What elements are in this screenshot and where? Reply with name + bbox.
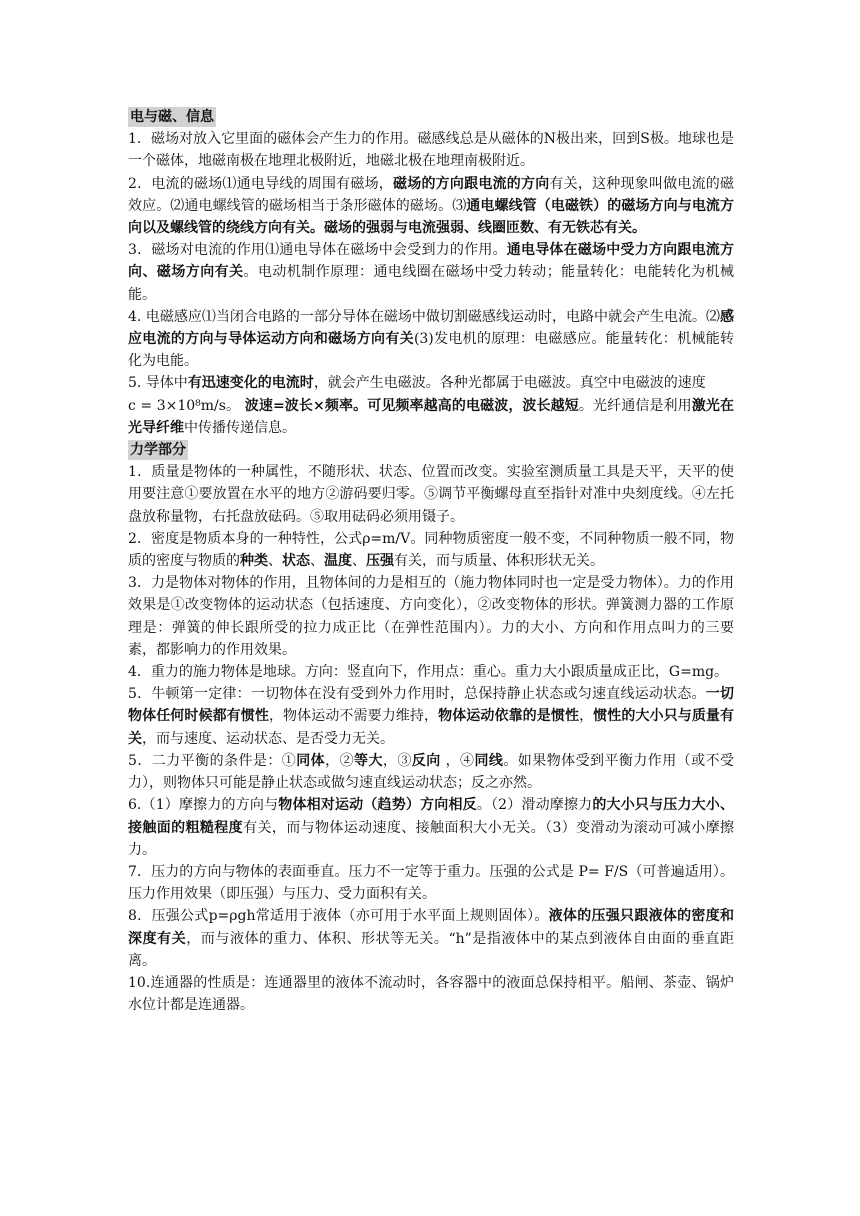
bold-text: 液体的压强只跟液体的密度和深度有关	[128, 908, 734, 947]
paragraph-force-on-current	[128, 239, 734, 306]
text-run: 、	[352, 553, 366, 570]
text-run: 中传播传递信息。	[184, 419, 296, 436]
bold-text: 一切物体任何时候都有惯性	[128, 686, 735, 725]
text-run: 3．磁场对电流的作用⑴通电导体在磁场中会受到力的作用。	[128, 242, 507, 259]
section-heading-label: 力学部分	[130, 442, 186, 459]
bold-text: 的大小只与压力大小、接触面的粗糙程度	[128, 797, 734, 836]
mechanics-paragraph	[128, 572, 734, 661]
text-run: 、	[310, 553, 324, 570]
text-run: ，	[579, 708, 594, 725]
text-run: 3．力是物体对物体的作用，且物体间的力是相互的（施力物体同时也一定是受力物体）。力的作用效果是①改变物体的运动状态（包括速度、方向变化），②改变物体的形状。弹簧测力器的工作原理是：弹簧的伸长跟所受的拉力成正比（在弹性范围内）。力的大小、方向和作用点叫力的三要素，都影响力的作用效果。	[128, 575, 734, 658]
text-run: c = 3×10⁸m/s。	[128, 397, 245, 414]
paragraph-wave-speed	[128, 395, 734, 439]
text-run: 10.连通器的性质是：连通器里的液体不流动时，各容器中的液面总保持相平。船闸、茶壶、锅炉水位计都是连通器。	[128, 974, 734, 1014]
mechanics-paragraph	[128, 861, 734, 905]
bold-text: 同线	[474, 752, 504, 769]
bold-text: 激光在光导纤维	[128, 397, 735, 436]
text-run: 4. 电磁感应⑴当闭合电路的一部分导体在磁场中做切割磁感线运动时，电路中就会产生电流。⑵	[128, 308, 720, 325]
bold-text: 温度	[324, 553, 352, 570]
section-heading-label: 电与磁、信息	[130, 109, 214, 125]
text-run: ，④	[440, 752, 475, 769]
mechanics-paragraph	[128, 972, 734, 1016]
bold-text: 种类	[240, 553, 268, 570]
text-run: 5．二力平衡的条件是：①	[128, 752, 297, 769]
bold-text: 物体运动依靠的是惯性	[438, 708, 580, 725]
bold-text: 反向	[411, 752, 441, 769]
section-heading-electromagnetism	[128, 106, 734, 128]
mechanics-paragraph	[128, 461, 734, 528]
text-run: 7．压力的方向与物体的表面垂直。压力不一定等于重力。压强的公式是 P= F/S（可普遍适用）。压力作用效果（即压强）与压力、受力面积有关。	[128, 863, 734, 903]
text-run: 。电动机制作原理：通电线圈在磁场中受力转动；能量转化：电能转化为机械能。	[128, 264, 735, 303]
bold-text: 通电导体在磁场中受力方向跟电流方向、磁场方向有关	[128, 242, 735, 281]
bold-text: 等大	[354, 752, 383, 769]
bold-text: 惯性的大小只与质量有关	[128, 708, 735, 747]
text-run: 8．压强公式p=ρgh常适用于液体（亦可用于水平面上规则固体）。	[128, 908, 549, 925]
bold-text: 物体相对运动（趋势）方向相反	[278, 797, 477, 814]
text-run: 4．重力的施力物体是地球。方向：竖直向下，作用点：重心。重力大小跟质量成正比，G=mg。	[128, 664, 729, 681]
mechanics-paragraphs	[128, 461, 734, 1016]
paragraph-electromagnetic-waves	[128, 372, 734, 394]
text-run: 2．电流的磁场⑴通电导线的周围有磁场，	[128, 175, 394, 192]
mechanics-paragraph	[128, 528, 734, 572]
text-run: 。（2）滑动摩擦力	[476, 797, 593, 814]
paragraph-current-magnetic-field	[128, 173, 734, 240]
text-run: ，②	[325, 752, 355, 769]
text-run: 有关，而与物体运动速度、接触面积大小无关。（3）变滑动为滚动可减小摩擦力。	[128, 819, 735, 858]
bold-text: 压强	[366, 553, 394, 570]
paragraph-magnetic-field: 1．磁场对放入它里面的磁体会产生力的作用。磁感线总是从磁体的N极出来，回到S极。地球也是一个磁体，地磁南极在地理北极附近，地磁北极在地理南极附近。	[128, 131, 734, 170]
mechanics-paragraph	[128, 661, 734, 683]
text-run: ，就会产生电磁波。各种光都属于电磁波。真空中电磁波的速度	[313, 375, 706, 392]
text-run: ，③	[382, 752, 412, 769]
bold-text: 波速=波长×频率。可见频率越高的电磁波，波长越短	[244, 397, 579, 414]
text-run: (3)发电机的原理：电磁感应。能量转化：机械能转化为电能。	[128, 331, 734, 370]
text-run: 。光纤通信是利用	[578, 397, 692, 414]
text-run: 2．密度是物质本身的一种特性，公式ρ=m/V。同种物质密度一般不变，不同种物质一般不同，物质的密度与物质的	[128, 530, 734, 570]
text-run: 。如果物体受到平衡力作用（或不受力），则物体只可能是静止状态或做匀速直线运动状态；反之亦然。	[128, 752, 735, 792]
text-run: ，物体运动不需要力维持，	[268, 708, 439, 725]
mechanics-paragraph	[128, 750, 734, 794]
section-heading-mechanics	[128, 439, 734, 461]
bold-text: 感应电流的方向与导体运动方向和磁场方向有关	[128, 308, 734, 348]
paragraph-electromagnetic-induction	[128, 306, 734, 373]
mechanics-paragraph	[128, 905, 734, 972]
text-run: 1．质量是物体的一种属性，不随形状、状态、位置而改变。实验室测质量工具是天平，天平的使用要注意①要放置在水平的地方②游码要归零。⑤调节平衡螺母直至指针对准中央刻度线。④左托盘放称量物，右托盘放砝码。⑤取用砝码必须用镊子。	[128, 464, 734, 525]
text-run: 有关，这种现象叫做电流的磁效应。⑵通电螺线管的磁场相当于条形磁体的磁场。⑶	[128, 175, 735, 214]
bold-text: 有迅速变化的电流时	[187, 375, 314, 392]
mechanics-paragraph	[128, 683, 734, 750]
document-body	[128, 106, 734, 1016]
text-run: 、	[268, 553, 282, 570]
text-run: 6.（1）摩擦力的方向与	[128, 797, 279, 814]
bold-text: 磁场的方向跟电流的方向	[393, 175, 550, 192]
text-run: ，而与速度、运动状态、是否受力无关。	[142, 730, 394, 747]
bold-text: 通电螺线管（电磁铁）的磁场方向与电流方向以及螺线管的绕线方向有关。磁场的强弱与电流强弱、线圈匝数、有无铁芯有关。	[128, 197, 735, 237]
bold-text: 状态	[282, 553, 310, 570]
text-run: 5．牛顿第一定律：一切物体在没有受到外力作用时，总保持静止状态或匀速直线运动状态。	[128, 686, 706, 703]
text-run: 5. 导体中	[128, 375, 188, 392]
text-run: 有关，而与质量、体积形状无关。	[394, 553, 604, 570]
text-run: ，而与液体的重力、体积、形状等无关。“h”是指液体中的某点到液体自由面的垂直距离。	[128, 930, 734, 969]
mechanics-paragraph	[128, 794, 734, 861]
bold-text: 同体	[296, 752, 326, 769]
